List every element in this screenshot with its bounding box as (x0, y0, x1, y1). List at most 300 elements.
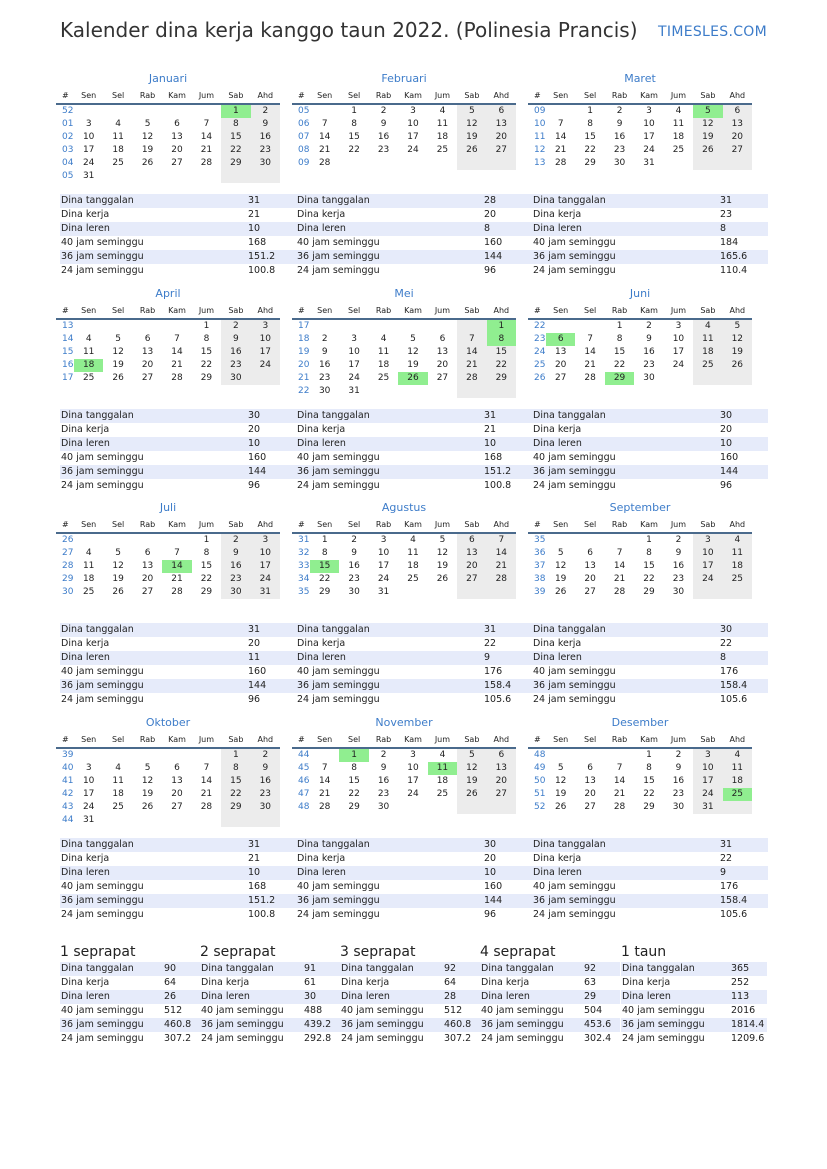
day-cell[interactable]: 12 (141, 132, 154, 142)
day-cell[interactable]: 4 (439, 750, 446, 760)
day-cell[interactable]: 29 (221, 157, 250, 170)
day-cell[interactable]: 15 (643, 776, 655, 786)
day-cell[interactable]: 10 (407, 763, 419, 773)
day-cell[interactable]: 7 (203, 119, 210, 129)
day-cell[interactable]: 14 (487, 547, 516, 560)
day-cell[interactable]: 3 (693, 534, 722, 547)
day-cell[interactable]: 28 (318, 158, 331, 168)
day-cell[interactable]: 5 (439, 535, 446, 545)
day-cell[interactable]: 29 (643, 587, 655, 597)
day-cell[interactable]: 28 (171, 373, 183, 383)
day-cell[interactable]: 8 (351, 119, 357, 129)
day-cell[interactable]: 5 (723, 320, 752, 333)
day-cell[interactable]: 17 (407, 132, 419, 142)
day-cell[interactable]: 16 (613, 132, 626, 142)
day-cell[interactable]: 23 (672, 789, 685, 799)
day-cell[interactable]: 31 (693, 801, 722, 814)
day-cell[interactable]: 30 (221, 372, 250, 385)
day-cell[interactable]: 11 (723, 547, 752, 560)
day-cell[interactable]: 5 (144, 763, 151, 773)
day-cell[interactable]: 12 (141, 776, 154, 786)
day-cell[interactable]: 14 (318, 776, 331, 786)
day-cell[interactable]: 7 (557, 119, 564, 129)
day-cell[interactable]: 26 (398, 372, 427, 385)
day-cell[interactable]: 7 (587, 334, 593, 344)
day-cell[interactable]: 29 (318, 587, 331, 597)
day-cell[interactable]: 8 (321, 548, 328, 558)
day-cell[interactable]: 17 (348, 360, 360, 370)
day-cell[interactable]: 28 (200, 802, 213, 812)
day-cell[interactable]: 1 (587, 106, 593, 116)
day-cell[interactable]: 3 (410, 106, 416, 116)
day-cell[interactable]: 30 (348, 587, 360, 597)
day-cell[interactable]: 12 (436, 548, 449, 558)
day-cell[interactable]: 2 (321, 334, 328, 344)
day-cell[interactable]: 17 (693, 560, 722, 573)
day-cell[interactable]: 4 (723, 749, 752, 762)
day-cell[interactable]: 1 (339, 749, 368, 762)
day-cell[interactable]: 9 (221, 333, 250, 346)
day-cell[interactable]: 5 (410, 334, 416, 344)
day-cell[interactable]: 22 (613, 360, 626, 370)
day-cell[interactable]: 18 (436, 776, 449, 786)
day-cell[interactable]: 2 (675, 750, 682, 760)
day-cell[interactable]: 3 (85, 763, 92, 773)
day-cell[interactable]: 27 (436, 373, 449, 383)
day-cell[interactable]: 9 (380, 119, 387, 129)
day-cell[interactable]: 16 (221, 560, 250, 573)
day-cell[interactable]: 25 (82, 587, 95, 597)
day-cell[interactable]: 24 (693, 573, 722, 586)
day-cell[interactable]: 5 (115, 548, 121, 558)
day-cell[interactable]: 23 (348, 574, 360, 584)
day-cell[interactable]: 21 (200, 145, 213, 155)
day-cell[interactable]: 29 (200, 373, 213, 383)
day-cell[interactable]: 31 (82, 171, 95, 181)
day-cell[interactable]: 20 (487, 131, 516, 144)
day-cell[interactable]: 19 (407, 360, 419, 370)
day-cell[interactable]: 5 (144, 119, 151, 129)
day-cell[interactable]: 1 (616, 321, 623, 331)
day-cell[interactable]: 21 (613, 789, 626, 799)
day-cell[interactable]: 7 (487, 534, 516, 547)
day-cell[interactable]: 27 (723, 144, 752, 157)
day-cell[interactable]: 25 (112, 158, 124, 168)
day-cell[interactable]: 12 (693, 118, 722, 131)
day-cell[interactable]: 25 (436, 789, 449, 799)
day-cell[interactable]: 9 (616, 119, 623, 129)
day-cell[interactable]: 26 (112, 373, 124, 383)
day-cell[interactable]: 7 (616, 763, 623, 773)
day-cell[interactable]: 16 (672, 561, 685, 571)
day-cell[interactable]: 15 (348, 776, 360, 786)
day-cell[interactable]: 15 (643, 561, 655, 571)
day-cell[interactable]: 22 (348, 145, 360, 155)
day-cell[interactable]: 10 (82, 132, 95, 142)
day-cell[interactable]: 28 (457, 372, 486, 385)
day-cell[interactable]: 15 (310, 560, 339, 573)
day-cell[interactable]: 19 (457, 775, 486, 788)
day-cell[interactable]: 21 (200, 789, 213, 799)
day-cell[interactable]: 25 (436, 145, 449, 155)
day-cell[interactable]: 19 (141, 145, 154, 155)
day-cell[interactable]: 21 (171, 360, 183, 370)
day-cell[interactable]: 11 (377, 347, 390, 357)
day-cell[interactable]: 2 (251, 749, 280, 762)
day-cell[interactable]: 23 (318, 373, 331, 383)
day-cell[interactable]: 2 (221, 534, 250, 547)
day-cell[interactable]: 11 (428, 762, 457, 775)
day-cell[interactable]: 1 (203, 535, 210, 545)
day-cell[interactable]: 12 (457, 118, 486, 131)
day-cell[interactable]: 16 (251, 775, 280, 788)
day-cell[interactable]: 24 (672, 360, 685, 370)
day-cell[interactable]: 16 (221, 346, 250, 359)
day-cell[interactable]: 11 (112, 132, 124, 142)
day-cell[interactable]: 18 (436, 132, 449, 142)
day-cell[interactable]: 20 (457, 560, 486, 573)
day-cell[interactable]: 24 (251, 573, 280, 586)
day-cell[interactable]: 11 (693, 333, 722, 346)
day-cell[interactable]: 13 (436, 347, 449, 357)
day-cell[interactable]: 4 (85, 334, 92, 344)
day-cell[interactable]: 14 (457, 346, 486, 359)
day-cell[interactable]: 15 (487, 346, 516, 359)
day-cell[interactable]: 23 (643, 360, 655, 370)
day-cell[interactable]: 31 (643, 158, 655, 168)
day-cell[interactable]: 22 (643, 789, 655, 799)
day-cell[interactable]: 26 (554, 587, 567, 597)
day-cell[interactable]: 10 (693, 547, 722, 560)
day-cell[interactable]: 16 (377, 776, 390, 786)
day-cell[interactable]: 1 (321, 535, 328, 545)
day-cell[interactable]: 23 (613, 145, 626, 155)
day-cell[interactable]: 1 (646, 535, 652, 545)
day-cell[interactable]: 25 (723, 573, 752, 586)
day-cell[interactable]: 3 (380, 535, 387, 545)
day-cell[interactable]: 2 (251, 105, 280, 118)
day-cell[interactable]: 12 (723, 333, 752, 346)
day-cell[interactable]: 4 (115, 119, 121, 129)
day-cell[interactable]: 18 (377, 360, 390, 370)
day-cell[interactable]: 19 (112, 360, 124, 370)
day-cell[interactable]: 23 (377, 789, 390, 799)
day-cell[interactable]: 10 (643, 119, 655, 129)
day-cell[interactable]: 28 (200, 158, 213, 168)
day-cell[interactable]: 14 (200, 132, 213, 142)
day-cell[interactable]: 9 (251, 118, 280, 131)
day-cell[interactable]: 14 (584, 347, 596, 357)
day-cell[interactable]: 2 (380, 750, 387, 760)
day-cell[interactable]: 19 (457, 131, 486, 144)
day-cell[interactable]: 6 (439, 334, 446, 344)
day-cell[interactable]: 20 (554, 360, 567, 370)
day-cell[interactable]: 3 (675, 321, 682, 331)
day-cell[interactable]: 10 (348, 347, 360, 357)
day-cell[interactable]: 28 (554, 158, 567, 168)
day-cell[interactable]: 26 (554, 802, 567, 812)
day-cell[interactable]: 21 (554, 145, 567, 155)
day-cell[interactable]: 31 (82, 815, 95, 825)
day-cell[interactable]: 8 (587, 119, 593, 129)
day-cell[interactable]: 24 (643, 145, 655, 155)
day-cell[interactable]: 29 (487, 372, 516, 385)
day-cell[interactable]: 7 (616, 548, 623, 558)
day-cell[interactable]: 3 (410, 750, 416, 760)
day-cell[interactable]: 22 (221, 788, 250, 801)
day-cell[interactable]: 28 (171, 587, 183, 597)
day-cell[interactable]: 6 (487, 749, 516, 762)
day-cell[interactable]: 7 (203, 763, 210, 773)
day-cell[interactable]: 18 (112, 789, 124, 799)
day-cell[interactable]: 9 (675, 548, 682, 558)
day-cell[interactable]: 6 (144, 334, 151, 344)
day-cell[interactable]: 2 (675, 535, 682, 545)
day-cell[interactable]: 25 (407, 574, 419, 584)
day-cell[interactable]: 9 (380, 763, 387, 773)
day-cell[interactable]: 20 (584, 574, 596, 584)
day-cell[interactable]: 5 (557, 548, 564, 558)
day-cell[interactable]: 14 (613, 561, 626, 571)
day-cell[interactable]: 6 (487, 105, 516, 118)
day-cell[interactable]: 3 (693, 749, 722, 762)
day-cell[interactable]: 19 (436, 561, 449, 571)
day-cell[interactable]: 8 (646, 763, 652, 773)
day-cell[interactable]: 27 (554, 373, 567, 383)
day-cell[interactable]: 11 (82, 561, 95, 571)
day-cell[interactable]: 5 (557, 763, 564, 773)
day-cell[interactable]: 30 (643, 373, 655, 383)
day-cell[interactable]: 23 (251, 788, 280, 801)
day-cell[interactable]: 17 (377, 561, 390, 571)
day-cell[interactable]: 23 (221, 573, 250, 586)
day-cell[interactable]: 8 (616, 334, 623, 344)
day-cell[interactable]: 31 (251, 586, 280, 599)
day-cell[interactable]: 18 (723, 775, 752, 788)
day-cell[interactable]: 23 (221, 359, 250, 372)
day-cell[interactable]: 21 (584, 360, 596, 370)
day-cell[interactable]: 13 (554, 347, 567, 357)
day-cell[interactable]: 21 (613, 574, 626, 584)
day-cell[interactable]: 8 (203, 548, 210, 558)
day-cell[interactable]: 20 (436, 360, 449, 370)
day-cell[interactable]: 24 (407, 789, 419, 799)
day-cell[interactable]: 9 (251, 762, 280, 775)
day-cell[interactable]: 5 (693, 105, 722, 118)
day-cell[interactable]: 20 (584, 789, 596, 799)
day-cell[interactable]: 27 (171, 802, 183, 812)
day-cell[interactable]: 21 (487, 560, 516, 573)
day-cell[interactable]: 25 (377, 373, 390, 383)
day-cell[interactable]: 29 (584, 158, 596, 168)
day-cell[interactable]: 9 (321, 347, 328, 357)
day-cell[interactable]: 29 (221, 801, 250, 814)
day-cell[interactable]: 1 (351, 106, 357, 116)
day-cell[interactable]: 3 (85, 119, 92, 129)
day-cell[interactable]: 19 (554, 574, 567, 584)
day-cell[interactable]: 23 (251, 144, 280, 157)
day-cell[interactable]: 10 (693, 762, 722, 775)
day-cell[interactable]: 24 (82, 158, 95, 168)
day-cell[interactable]: 14 (613, 776, 626, 786)
day-cell[interactable]: 4 (410, 535, 416, 545)
day-cell[interactable]: 27 (487, 788, 516, 801)
day-cell[interactable]: 18 (82, 574, 95, 584)
day-cell[interactable]: 18 (672, 132, 685, 142)
day-cell[interactable]: 5 (457, 749, 486, 762)
day-cell[interactable]: 7 (457, 333, 486, 346)
day-cell[interactable]: 1 (203, 321, 210, 331)
day-cell[interactable]: 18 (693, 346, 722, 359)
day-cell[interactable]: 13 (171, 132, 183, 142)
day-cell[interactable]: 2 (646, 321, 652, 331)
day-cell[interactable]: 23 (672, 574, 685, 584)
day-cell[interactable]: 28 (487, 573, 516, 586)
day-cell[interactable]: 9 (675, 763, 682, 773)
day-cell[interactable]: 24 (348, 373, 360, 383)
day-cell[interactable]: 26 (723, 359, 752, 372)
day-cell[interactable]: 18 (407, 561, 419, 571)
day-cell[interactable]: 19 (693, 131, 722, 144)
day-cell[interactable]: 27 (141, 373, 154, 383)
day-cell[interactable]: 1 (646, 750, 652, 760)
day-cell[interactable]: 17 (672, 347, 685, 357)
day-cell[interactable]: 8 (487, 333, 516, 346)
day-cell[interactable]: 9 (351, 548, 357, 558)
day-cell[interactable]: 19 (723, 346, 752, 359)
day-cell[interactable]: 21 (318, 145, 331, 155)
day-cell[interactable]: 17 (407, 776, 419, 786)
day-cell[interactable]: 4 (439, 106, 446, 116)
day-cell[interactable]: 5 (457, 105, 486, 118)
day-cell[interactable]: 27 (487, 144, 516, 157)
day-cell[interactable]: 7 (321, 119, 328, 129)
day-cell[interactable]: 8 (351, 763, 357, 773)
day-cell[interactable]: 12 (112, 561, 124, 571)
day-cell[interactable]: 30 (221, 586, 250, 599)
day-cell[interactable]: 12 (457, 762, 486, 775)
day-cell[interactable]: 29 (200, 587, 213, 597)
day-cell[interactable]: 31 (348, 386, 360, 396)
day-cell[interactable]: 10 (377, 548, 390, 558)
day-cell[interactable]: 27 (584, 587, 596, 597)
day-cell[interactable]: 11 (436, 119, 449, 129)
day-cell[interactable]: 16 (377, 132, 390, 142)
day-cell[interactable]: 28 (613, 587, 626, 597)
day-cell[interactable]: 30 (377, 802, 390, 812)
day-cell[interactable]: 16 (251, 131, 280, 144)
day-cell[interactable]: 9 (646, 334, 652, 344)
day-cell[interactable]: 7 (174, 334, 180, 344)
day-cell[interactable]: 26 (457, 788, 486, 801)
day-cell[interactable]: 26 (693, 144, 722, 157)
day-cell[interactable]: 10 (251, 547, 280, 560)
day-cell[interactable]: 10 (251, 333, 280, 346)
day-cell[interactable]: 11 (112, 776, 124, 786)
day-cell[interactable]: 1 (221, 105, 250, 118)
day-cell[interactable]: 19 (554, 789, 567, 799)
day-cell[interactable]: 1 (221, 749, 250, 762)
day-cell[interactable]: 18 (112, 145, 124, 155)
day-cell[interactable]: 2 (616, 106, 623, 116)
day-cell[interactable]: 29 (605, 372, 634, 385)
day-cell[interactable]: 20 (141, 360, 154, 370)
day-cell[interactable]: 6 (457, 534, 486, 547)
day-cell[interactable]: 18 (74, 359, 103, 372)
day-cell[interactable]: 1 (487, 320, 516, 333)
day-cell[interactable]: 4 (115, 763, 121, 773)
day-cell[interactable]: 16 (643, 347, 655, 357)
day-cell[interactable]: 15 (221, 775, 250, 788)
day-cell[interactable]: 10 (82, 776, 95, 786)
day-cell[interactable]: 6 (587, 548, 593, 558)
day-cell[interactable]: 20 (141, 574, 154, 584)
day-cell[interactable]: 9 (221, 547, 250, 560)
day-cell[interactable]: 6 (174, 763, 180, 773)
day-cell[interactable]: 10 (407, 119, 419, 129)
day-cell[interactable]: 7 (174, 548, 180, 558)
day-cell[interactable]: 26 (112, 587, 124, 597)
day-cell[interactable]: 16 (348, 561, 360, 571)
day-cell[interactable]: 24 (251, 359, 280, 372)
day-cell[interactable]: 20 (171, 145, 183, 155)
day-cell[interactable]: 30 (613, 158, 626, 168)
day-cell[interactable]: 12 (554, 561, 567, 571)
day-cell[interactable]: 24 (693, 788, 722, 801)
day-cell[interactable]: 3 (251, 320, 280, 333)
day-cell[interactable]: 12 (112, 347, 124, 357)
day-cell[interactable]: 25 (672, 145, 685, 155)
day-cell[interactable]: 25 (82, 373, 95, 383)
day-cell[interactable]: 22 (643, 574, 655, 584)
day-cell[interactable]: 11 (723, 762, 752, 775)
day-cell[interactable]: 24 (82, 802, 95, 812)
day-cell[interactable]: 15 (200, 561, 213, 571)
day-cell[interactable]: 14 (554, 132, 567, 142)
day-cell[interactable]: 14 (171, 347, 183, 357)
day-cell[interactable]: 27 (584, 802, 596, 812)
day-cell[interactable]: 8 (646, 548, 652, 558)
day-cell[interactable]: 11 (672, 119, 685, 129)
day-cell[interactable]: 4 (693, 320, 722, 333)
day-cell[interactable]: 14 (162, 560, 191, 573)
day-cell[interactable]: 17 (251, 346, 280, 359)
day-cell[interactable]: 8 (221, 762, 250, 775)
brand-link[interactable]: TIMESLES.COM (658, 24, 767, 40)
day-cell[interactable]: 6 (144, 548, 151, 558)
day-cell[interactable]: 11 (82, 347, 95, 357)
day-cell[interactable]: 31 (377, 587, 390, 597)
day-cell[interactable]: 8 (221, 118, 250, 131)
day-cell[interactable]: 17 (693, 775, 722, 788)
day-cell[interactable]: 17 (82, 789, 95, 799)
day-cell[interactable]: 22 (200, 360, 213, 370)
day-cell[interactable]: 14 (318, 132, 331, 142)
day-cell[interactable]: 15 (613, 347, 626, 357)
day-cell[interactable]: 3 (251, 534, 280, 547)
day-cell[interactable]: 19 (112, 574, 124, 584)
day-cell[interactable]: 13 (584, 776, 596, 786)
day-cell[interactable]: 23 (377, 145, 390, 155)
day-cell[interactable]: 2 (351, 535, 357, 545)
day-cell[interactable]: 28 (318, 802, 331, 812)
day-cell[interactable]: 22 (584, 145, 596, 155)
day-cell[interactable]: 26 (141, 158, 154, 168)
day-cell[interactable]: 15 (584, 132, 596, 142)
day-cell[interactable]: 17 (643, 132, 655, 142)
day-cell[interactable]: 20 (487, 775, 516, 788)
day-cell[interactable]: 29 (348, 802, 360, 812)
